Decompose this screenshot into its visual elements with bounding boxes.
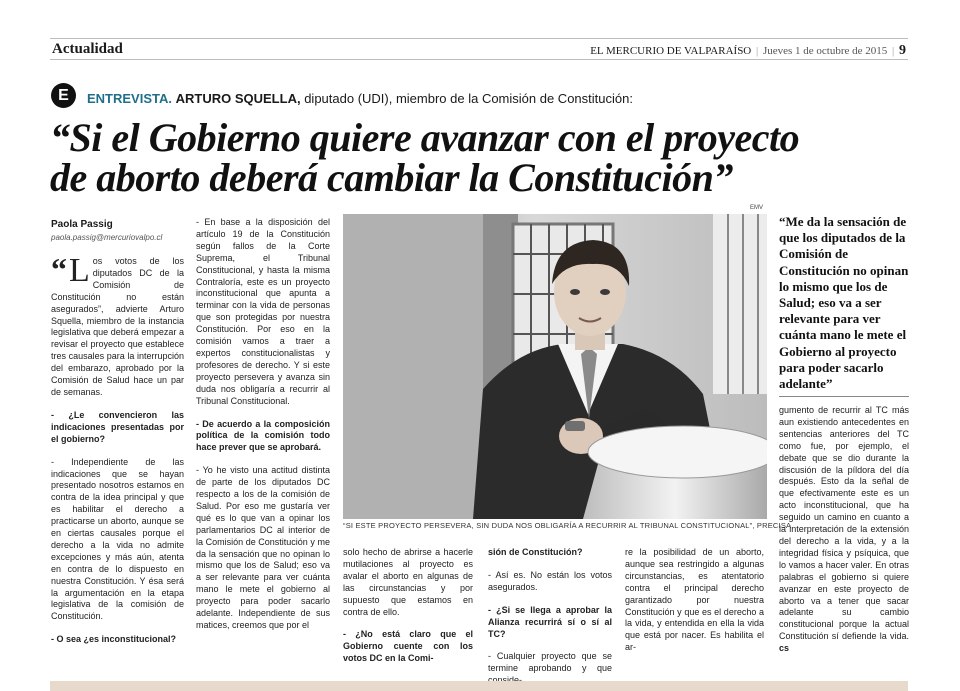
pull-quote-divider <box>779 396 909 397</box>
body-column-4 <box>488 547 612 691</box>
drop-cap: L <box>69 252 90 289</box>
masthead <box>590 43 906 59</box>
answer: - En base a la disposición del artículo 19 de la Constitución según fallos de la Corte Suprema, el Tribunal Constitucional, y hasta la misma Contraloría, este es un proyecto inconstitucional que apunta a terminar con la vida de personas que son protegidas por nuestra Constitución. Por eso en la comisión vamos a traer a expertos constitucionalistas y profesores de derecho. Y si este proyecto persevera y avanza sin duda nos obligaría a recurrir al Tribunal Constitucional. <box>196 217 330 406</box>
headline-line-1: “Si el Gobierno quiere avanzar con el proyecto <box>50 115 800 160</box>
newspaper-name: EL MERCURIO DE VALPARAÍSO <box>590 45 752 57</box>
interviewee-name: ARTURO SQUELLA, <box>175 91 301 106</box>
interviewee-photo <box>343 214 767 519</box>
question-continued: sión de Constitución? <box>488 547 583 557</box>
answer-continued: re la posibilidad de un aborto, aunque sea restringido a algunas circunstancias, es atentatorio contra el principal derecho garantizado por nuestra Constitución y que es el derecho a la vida, y entendida en ella la vida que está por nacer. Es habilita el ar- <box>625 547 764 653</box>
question: - ¿Si se llega a aprobar la Alianza recurrirá sí o sí al TC? <box>488 604 612 639</box>
body-column-5 <box>625 547 764 665</box>
headline <box>50 115 910 200</box>
body-column-3 <box>343 547 473 676</box>
answer: - Así es. No están los votos asegurados. <box>488 569 612 592</box>
next-article-strip <box>50 681 908 691</box>
interviewee-role: diputado (UDI), miembro de la Comisión de Constitución: <box>304 91 633 106</box>
byline-email: paola.passig@mercuriovalpo.cl <box>51 233 163 242</box>
answer: - Yo he visto una actitud distinta de parte de los diputados DC respecto a los de la comisión de Salud. Por eso me gustaría ver qué es lo que van a opinar los parlamentarios DC al interior de la Comisión de Constitución y me da la sensación que no opinan lo mismo que los de Salud; eso va a ser relevante para ver cuánta mano le mete el gobierno al proyecto para poder sacarlo adelante. Independiente de sus matices, creemos que por el <box>196 465 330 630</box>
portrait-image <box>343 214 767 519</box>
byline-author: Paola Passig <box>51 219 113 230</box>
photo-caption: “SI ESTE PROYECTO PERSEVERA, SIN DUDA NOS OBLIGARÍA A RECURRIR AL TRIBUNAL CONSTITUCIONAL”, PRECISA. <box>343 521 794 530</box>
page-number: 9 <box>899 43 906 58</box>
open-quote-mark: “ <box>51 251 67 287</box>
answer: solo hecho de abrirse a hacerle mutilaciones al proyecto es avalar el aborto en algunas de las circunstancias y por supuesto que estamos en contra de ello. <box>343 547 473 617</box>
question: - ¿Le convencieron las indicaciones presentadas por el gobierno? <box>51 409 184 444</box>
question: - O sea ¿es inconstitucional? <box>51 634 177 645</box>
closing-text: gumento de recurrir al TC más aun existiendo antecedentes en sentencias anteriores del TC como fue, por ejemplo, el debate que se dio durante la discusión de la píldora del día después. Esto da la señal de que efectivamente este es un acto inconstitucional, que ha seguido un camino en cuanto a la interpretación de la extensión del derecho a la vida, y a la integridad física y psíquica, que lo vamos a hacer valer. En otras palabras el gobierno si quiere avanzar en este proyecto de aborto va a tener que sacar adelante su cambio constitucional porque la actual Constitución sí defiende la vida. <box>779 405 909 642</box>
question: - ¿No está claro que el Gobierno cuente con los votos DC en la Comi- <box>343 629 473 664</box>
issue-date: Jueves 1 de octubre de 2015 <box>762 45 888 57</box>
masthead-separator-2: | <box>892 45 895 57</box>
intro-paragraph <box>51 251 184 399</box>
question: - De acuerdo a la composición política de la comisión todo hace prever que se aprobará. <box>196 418 330 453</box>
kicker <box>87 91 633 106</box>
photo-credit: EMV <box>750 205 764 211</box>
body-column-1 <box>51 251 184 657</box>
kicker-label: ENTREVISTA. <box>87 91 172 106</box>
masthead-separator: | <box>756 45 759 57</box>
body-column-2 <box>196 217 330 643</box>
interview-badge-icon: E <box>51 83 76 108</box>
answer: - Cualquier proyecto que se termine aprobando y que <box>488 651 612 674</box>
answer: - Independiente de las indicaciones que se hayan presentado nosotros estamos en contra de la idea principal y que es habilitar el derecho a practicarse un aborto, aunque se en ciertas causales porque el derecho a la vida no admite excepciones y más aún, atenta en contra de lo dispuesto en nuestra Constitución. Y ésa será la argumentación en la etapa legislativa de la comisión de Constitución. <box>51 456 184 622</box>
pull-quote: “Me da la sensación de que los diputados de la Comisión de Constitución no opinan lo mismo que los de Salud; eso va a ser relevante para ver cuánta mano le mete el Gobierno al proyecto para poder sacarlo adelante” <box>779 214 909 392</box>
section-title: Actualidad <box>52 41 123 57</box>
answer-continued <box>779 405 909 655</box>
end-mark-icon: cs <box>779 643 790 654</box>
page-header <box>50 38 908 60</box>
headline-line-2: de aborto deberá cambiar la Constitución” <box>50 155 733 200</box>
intro-text: os votos de los diputados DC de la Comisión de Constitución no están asegurados”, advierte Arturo Squella, miembro de la instancia legislativa que deberá empezar a revisar el proyecto que establece tres causales para la interrupción del embarazo, aprobado por la Comisión de Salud hace un par de semanas. <box>51 256 184 397</box>
body-column-6 <box>779 405 909 666</box>
